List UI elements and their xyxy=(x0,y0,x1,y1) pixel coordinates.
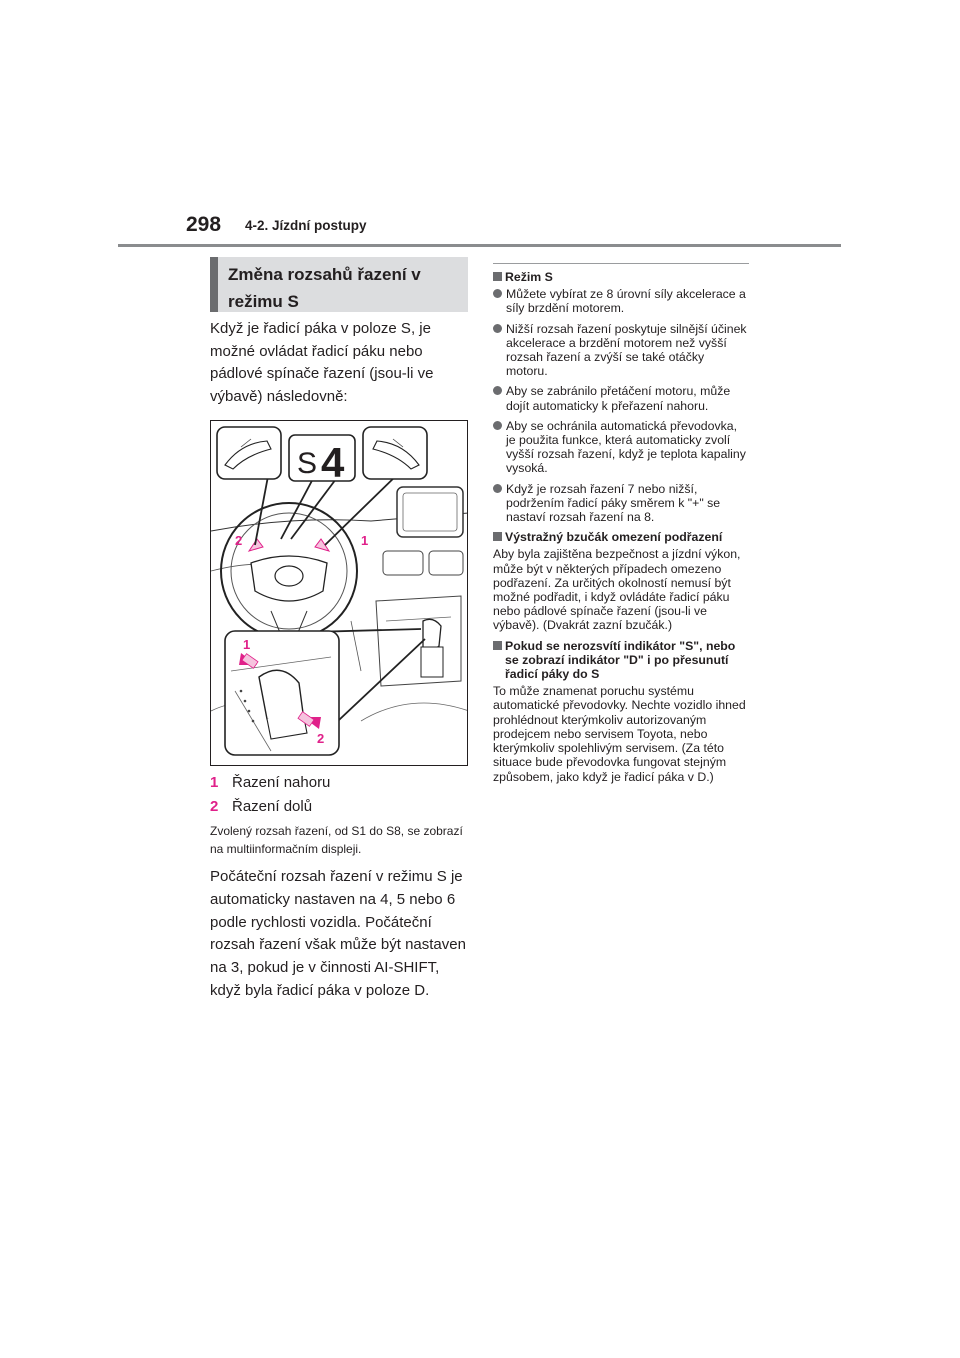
callout-2-lower: 2 xyxy=(317,731,325,746)
legend-number: 1 xyxy=(210,774,219,791)
chapter-title: 4-2. Jízdní postupy xyxy=(245,218,367,233)
note-heading-indicator: Pokud se nerozsvítí indikátor "S", nebo se zobrazí indikátor "D" i po přesunutí řadicí páky do S xyxy=(493,639,749,682)
intro-paragraph: Když je řadicí páka v poloze S, je možné ovládat řadicí páku nebo pádlové spínače řazení (jsou-li ve výbavě) následovně: xyxy=(210,320,434,405)
note-heading-s-mode: Režim S xyxy=(493,270,749,284)
note-paragraph: Aby byla zajištěna bezpečnost a jízdní výkon, může být v některých případech omezeno podřazení. Za určitých okolností nemusí být možné podřadit, i když ovládáte řadicí páku nebo pádlové spínače řazení (jsou-li ve výbavě). (Dvakrát zazní bzučák.) xyxy=(493,547,741,633)
note-heading-buzzer: Výstražný bzučák omezení podřazení xyxy=(493,530,749,544)
note-bullet: Nižší rozsah řazení poskytuje silnější účinek akcelerace a brzdění motorem než vyšší rozsah řazení a zvýší se také otáčky motoru. xyxy=(493,322,749,379)
legend-text: Řazení nahoru xyxy=(232,774,331,791)
display-digit: 4 xyxy=(321,439,345,486)
note-bullet: Když je rozsah řazení 7 nebo nižší, podržením řadicí páky směrem k "+" se nastaví rozsah řazení na 8. xyxy=(493,482,749,525)
page-number: 298 xyxy=(186,213,222,236)
legend-text: Řazení dolů xyxy=(232,798,313,815)
callout-2-upper: 2 xyxy=(235,533,243,548)
note-paragraph: To může znamenat poruchu systému automatické převodovky. Nechte vozidlo ihned prohlédnout kterýmkoliv autorizovaným prodejcem nebo servisem Toyota, nebo kterýmkoliv spolehlivým servisem. (Za této situace bude převodovka fungovat stejným způsobem, jako když je řadicí páka v D.) xyxy=(493,684,746,784)
figure-legend xyxy=(210,771,470,819)
section-heading-box xyxy=(210,257,468,312)
shift-illustration xyxy=(210,420,468,766)
section-title: Změna rozsahů řazení v režimu S xyxy=(228,265,421,311)
callout-1-upper: 1 xyxy=(361,533,369,548)
legend-item xyxy=(210,795,470,819)
note-bullet: Aby se ochránila automatická převodovka, je použita funkce, která automaticky zvolí vyšší rozsah řazení, když je teplota kapaliny vysoká. xyxy=(493,419,749,476)
notes-top-rule xyxy=(493,263,749,264)
notes-column xyxy=(493,263,749,790)
header-rule xyxy=(118,244,841,247)
initial-range-paragraph: Počáteční rozsah řazení v režimu S je automaticky nastaven na 4, 5 nebo 6 podle rychlosti vozidla. Počáteční rozsah řazení však může být nastaven na 3, pokud je v činnosti AI-SHIFT, když byla řadicí páka v poloze D. xyxy=(210,868,466,999)
display-letter: S xyxy=(297,447,318,480)
note-bullet: Aby se zabránilo přetáčení motoru, může dojít automaticky k přeřazení nahoru. xyxy=(493,384,749,412)
callout-1-lower: 1 xyxy=(243,637,251,652)
note-bullet: Můžete vybírat ze 8 úrovní síly akcelerace a síly brzdění motorem. xyxy=(493,287,749,315)
cockpit-drawing xyxy=(211,421,468,766)
display-note: Zvolený rozsah řazení, od S1 do S8, se zobrazí na multiinformačním displeji. xyxy=(210,824,463,856)
legend-item xyxy=(210,771,470,795)
legend-number: 2 xyxy=(210,798,219,815)
center-screen-shape xyxy=(397,487,463,537)
